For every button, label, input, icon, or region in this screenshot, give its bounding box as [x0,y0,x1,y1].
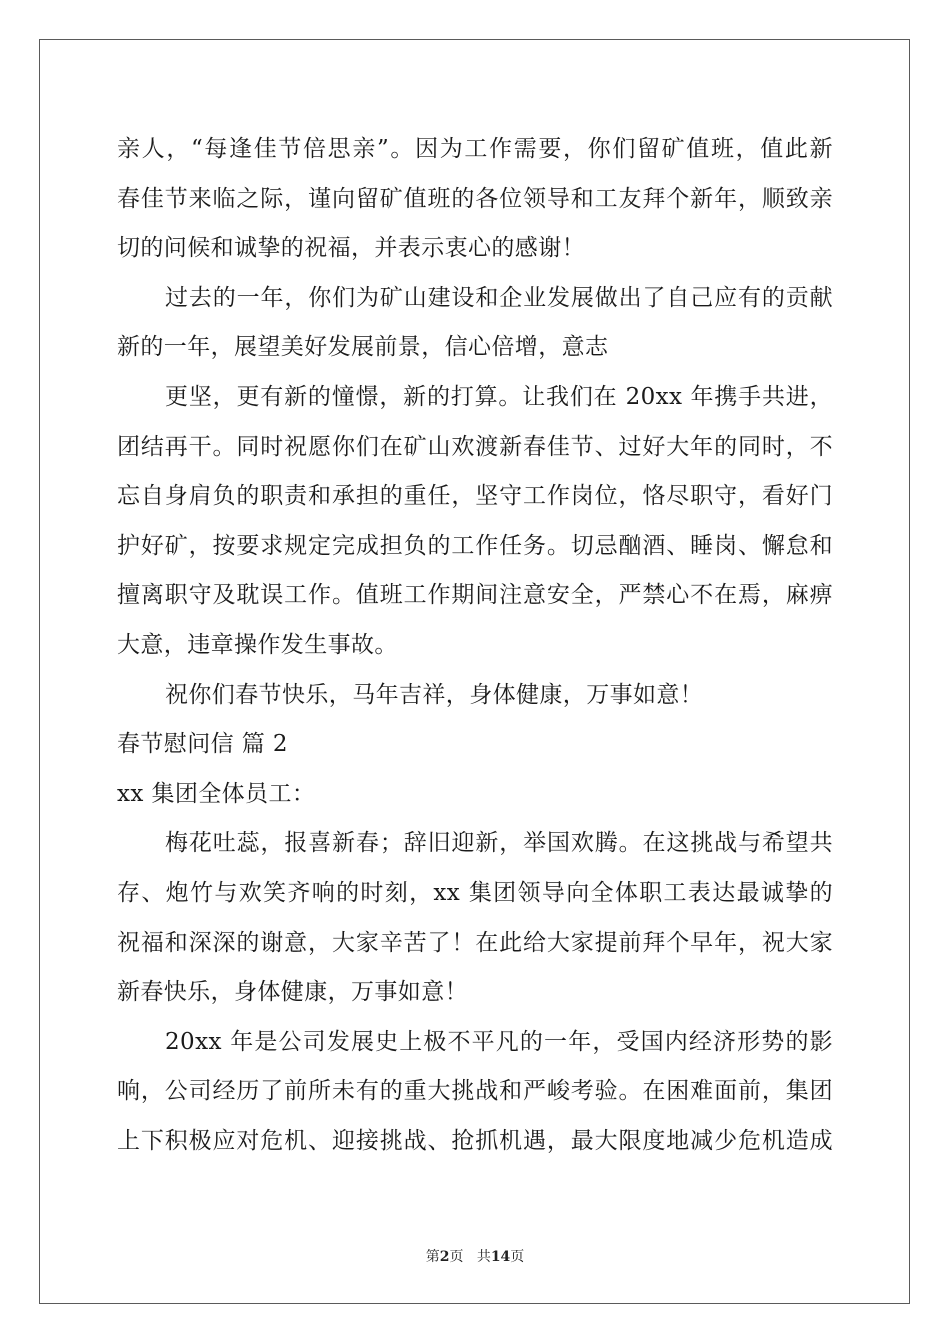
footer-total-pages: 14 [490,1249,511,1265]
salutation: xx 集团全体员工： [117,780,316,807]
text-line-5: 新的一年，展望美好发展前景，信心倍增，意志 [117,334,609,361]
text-line-12: 祝你们春节快乐，马年吉祥，身体健康，万事如意！ [165,681,704,708]
text-line-15: 梅花吐蕊，报喜新春；辞旧迎新，举国欢腾。在这挑战与希望共 [165,830,833,857]
page-footer [0,1246,950,1266]
text-line-18: 新春快乐，身体健康，万事如意！ [117,979,468,1006]
text-line-19: 20xx 年是公司发展史上极不平凡的一年，受国内经济形势的影 [165,1028,833,1055]
text-line-16: 存、炮竹与欢笑齐响的时刻，xx 集团领导向全体职工表达最诚挚的 [117,879,833,906]
text-line-11: 大意，违章操作发生事故。 [117,631,398,658]
footer-total-prefix: 共 [476,1249,491,1265]
text-line-8: 忘自身肩负的职责和承担的重任，坚守工作岗位，恪尽职守，看好门 [117,483,833,510]
text-line-20: 响，公司经历了前所未有的重大挑战和严峻考验。在困难面前，集团 [117,1078,833,1105]
text-line-10: 擅离职守及耽误工作。值班工作期间注意安全，严禁心不在焉，麻痹 [117,582,833,609]
text-line-9: 护好矿，按要求规定完成担负的工作任务。切忌酗酒、睡岗、懈怠和 [117,532,833,559]
text-line-6: 更坚，更有新的憧憬，新的打算。让我们在 20xx 年携手共进， [165,383,833,410]
text-line-3: 切的问候和诚挚的祝福，并表示衷心的感谢！ [117,235,585,262]
footer-page-suffix: 页 [449,1249,464,1265]
text-line-4: 过去的一年，你们为矿山建设和企业发展做出了自己应有的贡献 [165,284,833,311]
text-line-7: 团结再干。同时祝愿你们在矿山欢渡新春佳节、过好大年的同时，不 [117,433,833,460]
footer-page-number: 2 [439,1249,450,1265]
text-line-1: 亲人，“每逢佳节倍思亲”。因为工作需要，你们留矿值班，值此新 [117,136,833,162]
text-line-21: 上下积极应对危机、迎接挑战、抢抓机遇，最大限度地减少危机造成 [117,1127,833,1154]
section-heading: 春节慰问信 篇 2 [117,731,288,758]
footer-total-suffix: 页 [510,1249,525,1265]
text-line-17: 祝福和深深的谢意，大家辛苦了！在此给大家提前拜个早年，祝大家 [117,929,833,956]
document-body [117,125,833,1166]
footer-page-prefix: 第 [425,1249,440,1265]
text-line-2: 春佳节来临之际，谨向留矿值班的各位领导和工友拜个新年，顺致亲 [117,185,833,212]
